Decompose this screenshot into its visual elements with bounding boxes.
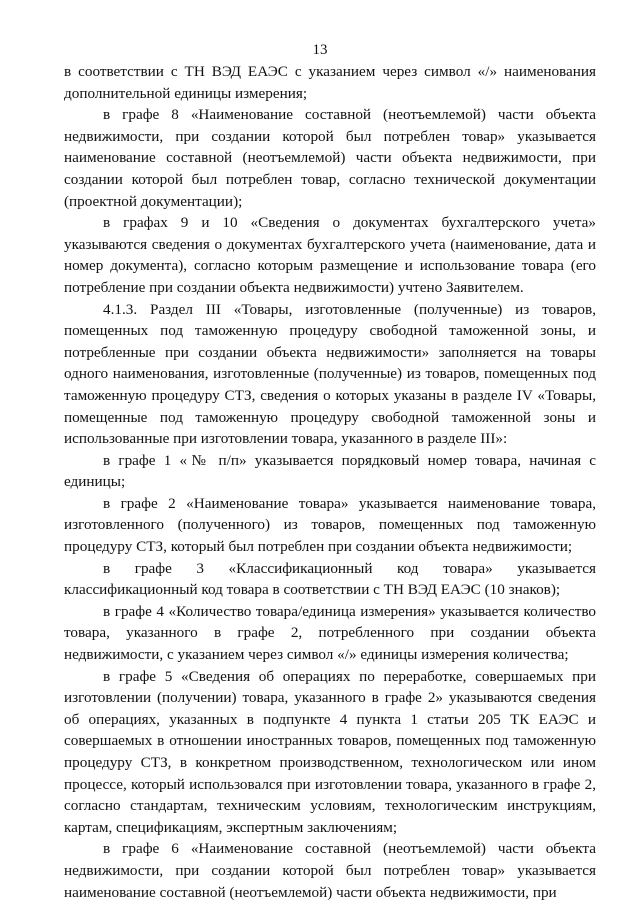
page-number: 13 bbox=[312, 42, 328, 58]
document-body bbox=[64, 61, 596, 903]
paragraph-column-4: в графе 4 «Количество товара/единица измерения» указывается количество товара, указанного в графе 2, потребленного при создании объекта недвижимости, с указанием через символ «/» единицы измерения количества; bbox=[64, 602, 596, 664]
paragraph-columns-9-10: в графах 9 и 10 «Сведения о документах бухгалтерского учета» указываются сведения о документах бухгалтерского учета (наименование, дата и номер документа), согласно которым размещение и использование товара (его потребление при создании объекта недвижимости) учтено Заявителем. bbox=[64, 214, 596, 296]
paragraph-column-3: в графе 3 «Классификационный код товара» указывается классификационный код товара в соответствии с ТН ВЭД ЕАЭС (10 знаков); bbox=[64, 559, 596, 599]
paragraph-continuation: в соответствии с ТН ВЭД ЕАЭС с указанием через символ «/» наименования дополнительной единицы измерения; bbox=[64, 63, 596, 102]
paragraph-column-5: в графе 5 «Сведения об операциях по переработке, совершаемых при изготовлении (получении) товара, указанного в графе 2» указываются сведения об операциях, указанных в подпункте 4 пункта 1 статьи 205 ТК ЕАЭС и совершаемых в отношении иностранных товаров, помещенных под таможенную процедуру СТЗ, в конкретном производственном, технологическом или ином процессе, который использовался при изготовлении товара, указанного в графе 2, согласно стандартам, техническим условиям, технологическим инструкциям, картам, спецификациям, экспертным заключениям; bbox=[64, 667, 596, 836]
paragraph-column-8: в графе 8 «Наименование составной (неотъемлемой) части объекта недвижимости, при создании которой был потреблен товар» указывается наименование составной (неотъемлемой) части объекта недвижимости, при создании которой был потреблен товар, согласно технической документации (проектной документации); bbox=[64, 106, 596, 210]
paragraph-column-2: в графе 2 «Наименование товара» указывается наименование товара, изготовленного (полученного) из товаров, помещенных под таможенную процедуру СТЗ, который был потреблен при создании объекта недвижимости; bbox=[64, 494, 596, 556]
paragraph-column-6: в графе 6 «Наименование составной (неотъемлемой) части объекта недвижимости, при создании которой был потреблен товар» указывается наименование составной (неотъемлемой) части объекта недвижимости, при bbox=[64, 840, 596, 901]
paragraph-section-4-1-3: 4.1.3. Раздел III «Товары, изготовленные (полученные) из товаров, помещенных под таможенную процедуру свободной таможенной зоны, и потребленные при создании объекта недвижимости» заполняется на товары одного наименования, изготовленные (полученные) из товаров, помещенных под таможенную процедуру СТЗ, сведения о которых указаны в разделе IV «Товары, помещенные под таможенную процедуру свободной таможенной зоны и использованные при изготовлении товара, указанного в разделе III»: bbox=[64, 300, 596, 448]
paragraph-column-1: в графе 1 «№ п/п» указывается порядковый номер товара, начиная с единицы; bbox=[64, 451, 596, 491]
